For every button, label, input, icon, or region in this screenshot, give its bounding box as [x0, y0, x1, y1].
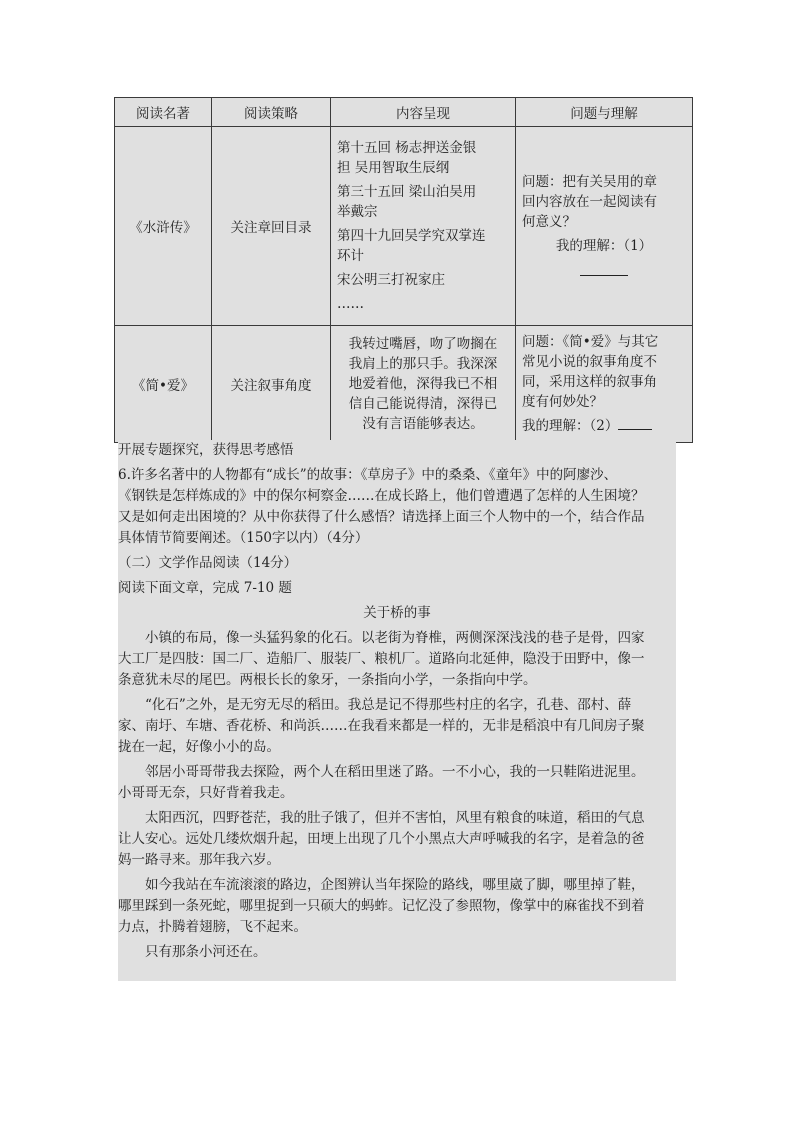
header-question: 问题与理解: [516, 98, 693, 127]
question-cell: [516, 127, 693, 326]
reading-table: [114, 97, 693, 443]
question-cell: [516, 326, 693, 443]
content-line: 举戴宗: [337, 204, 378, 220]
paragraph-line: 哪里踩到一条死蛇，哪里捉到一只硕大的蚂蚱。记忆没了参照物，像掌中的麻雀找不到着: [118, 898, 645, 914]
paragraph-line: 妈一路寻来。那年我六岁。: [118, 852, 280, 868]
content-line: 我肩上的那只手。我深深: [348, 356, 498, 372]
question-line: 同，采用这样的叙事角: [522, 374, 657, 390]
content-line: 地爱着他，深得我已不相: [348, 376, 498, 392]
question-line: 又是如何走出困境的？从中你获得了什么感悟？请选择上面三个人物中的一个，结合作品: [118, 509, 645, 525]
question-line: 问题：把有关吴用的章: [522, 174, 657, 190]
table-header-row: [115, 98, 693, 127]
instruction: 阅读下面文章，完成 7-10 题: [118, 580, 292, 596]
question-line: 何意义？: [522, 214, 576, 230]
passage-area: [118, 440, 676, 981]
question-6: [118, 465, 676, 549]
content-line: 信自己能说得清，深得已: [348, 396, 498, 412]
question-line: 《钢铁是怎样炼成的》中的保尔柯察金……在成长路上，他们曾遭遇了怎样的人生困境？: [118, 488, 645, 504]
question-line: 度有何妙处？: [522, 394, 603, 410]
topic-line: 开展专题探究，获得思考感悟: [118, 442, 294, 458]
content-line: 我转过嘴唇，吻了吻搁在: [348, 336, 498, 352]
paragraph-line: 力点，扑腾着翅膀，飞不起来。: [118, 919, 307, 935]
answer-blank-1[interactable]: [522, 260, 686, 280]
book-title: 《水浒传》: [115, 127, 212, 326]
content-cell: [331, 127, 516, 326]
understanding-line: [522, 416, 686, 436]
content-line: 宋公明三打祝家庄: [337, 272, 445, 288]
question-line: 常见小说的叙事角度不: [522, 354, 657, 370]
paragraph: 只有那条小河还在。: [145, 944, 267, 960]
paragraph: [118, 875, 676, 938]
content-line: ……: [337, 296, 364, 312]
paragraph-line: 太阳西沉，四野苍茫，我的肚子饿了，但并不害怕，风里有粮食的味道，稻田的气息: [145, 810, 645, 826]
content-cell: [331, 326, 516, 443]
paragraph-line: “化石”之外，是无穷无尽的稻田。我总是记不得那些村庄的名字，孔巷、邵村、薛: [145, 697, 632, 713]
paragraph-line: 拢在一起，好像小小的岛。: [118, 739, 280, 755]
understanding-label: 我的理解：（1）: [555, 238, 653, 254]
content-line: 第三十五回 梁山泊吴用: [337, 184, 477, 200]
paragraph-line: 小哥哥无奈，只好背着我走。: [118, 785, 294, 801]
table-row: [115, 326, 693, 443]
answer-blank-2[interactable]: [618, 417, 652, 430]
content-line: 没有言语能够表达。: [362, 416, 484, 432]
book-title: 《简•爱》: [115, 326, 212, 443]
reading-strategy: 关注章回目录: [212, 127, 331, 326]
header-strategy: 阅读策略: [212, 98, 331, 127]
question-line: 具体情节简要阐述。（150字以内）（4分）: [118, 530, 369, 546]
paragraph-line: 如今我站在车流滚滚的路边，企图辨认当年探险的路线，哪里崴了脚，哪里掉了鞋，: [145, 877, 645, 893]
paragraph-line: 家、南圩、车塘、香花桥、和尚浜……在我看来都是一样的，无非是稻浪中有几间房子聚: [118, 718, 645, 734]
question-line: 回内容放在一起阅读有: [522, 194, 657, 210]
article-title: 关于桥的事: [363, 605, 431, 621]
content-line: 第十五回 杨志押送金银: [337, 140, 477, 156]
paragraph-line: 条意犹未尽的尾巴。两根长长的象牙，一条指向小学，一条指向中学。: [118, 672, 537, 688]
paragraph-line: 大工厂是四肢：国二厂、造船厂、服装厂、粮机厂。道路向北延伸，隐没于田野中，像一: [118, 651, 645, 667]
paragraph: [118, 808, 676, 871]
content-line: 环计: [337, 248, 364, 264]
header-book: 阅读名著: [115, 98, 212, 127]
paragraph: [118, 695, 676, 758]
paragraph-line: 邻居小哥哥带我去探险，两个人在稻田里迷了路。一不小心，我的一只鞋陷进泥里。: [145, 764, 645, 780]
section-heading: （二）文学作品阅读（14分）: [118, 555, 298, 571]
content-line: 第四十九回吴学究双掌连: [337, 228, 486, 244]
paragraph-line: 小镇的布局，像一头猛犸象的化石。以老街为脊椎，两侧深深浅浅的巷子是骨，四家: [145, 630, 645, 646]
header-content: 内容呈现: [331, 98, 516, 127]
paragraph: [118, 628, 676, 691]
reading-strategy: 关注叙事角度: [212, 326, 331, 443]
question-line: 6.许多名著中的人物都有“成长”的故事：《草房子》中的桑桑、《童年》中的阿廖沙、: [118, 467, 618, 483]
understanding-label: 我的理解：（2）: [522, 418, 619, 434]
question-line: 问题：《简•爱》与其它: [522, 334, 659, 350]
content-line: 担 吴用智取生辰纲: [337, 160, 450, 176]
paragraph-line: 让人安心。远处几缕炊烟升起，田埂上出现了几个小黑点大声呼喊我的名字，是着急的爸: [118, 831, 645, 847]
paragraph: [118, 762, 676, 804]
table-row: [115, 127, 693, 326]
